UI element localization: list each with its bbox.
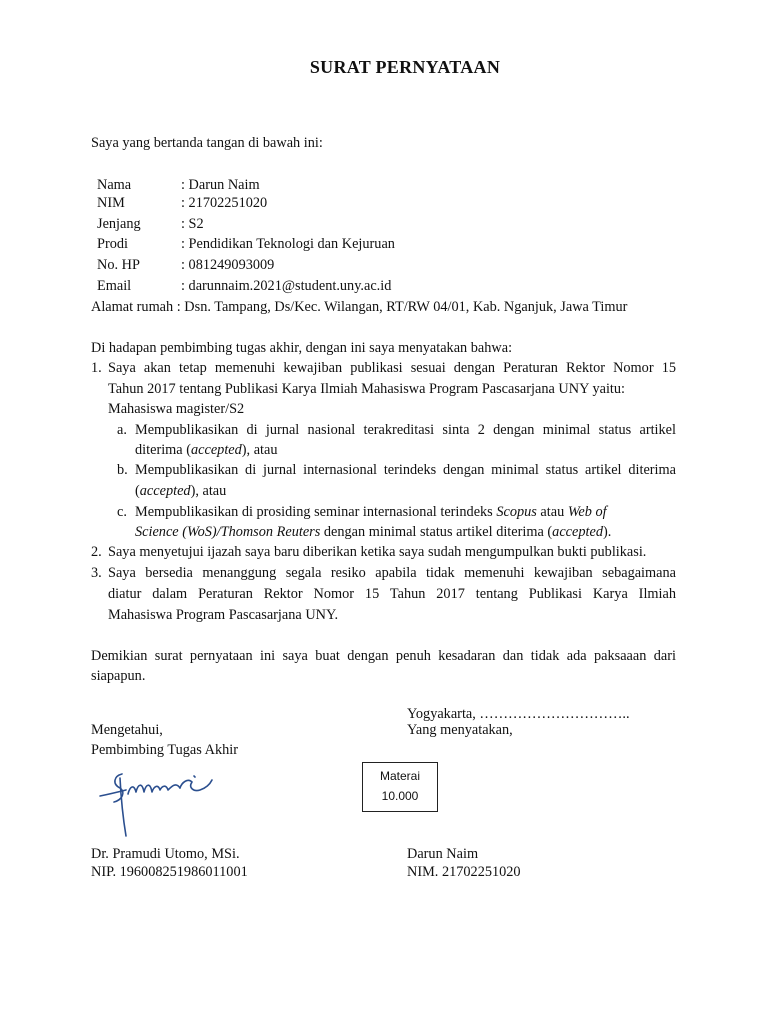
item-1b-line-1: Mempublikasikan di jurnal internasional terindeks dengan minimal status artikel diterima: [135, 462, 676, 478]
advisor-nip: NIP. 196008251986011001: [91, 864, 248, 880]
item-2-number: 2.: [91, 544, 102, 560]
identity-label-prodi: Prodi: [97, 236, 128, 252]
item-2-text: Saya menyetujui ijazah saya baru diberikan ketika saya sudah mengumpulkan bukti publikasi.: [108, 544, 647, 560]
left-sign-line-2: Pembimbing Tugas Akhir: [91, 742, 238, 758]
identity-label-email: Email: [97, 278, 132, 294]
item-1-line-3: Mahasiswa magister/S2: [108, 401, 245, 417]
identity-value-name: : Darun Naim: [181, 177, 260, 193]
place-date: Yogyakarta, …………………………..: [407, 706, 630, 722]
identity-label-nim: NIM: [97, 195, 125, 211]
item-1a-line-2: diterima (accepted), atau: [135, 442, 278, 458]
materai-stamp-box: [362, 762, 438, 812]
address-line: Alamat rumah : Dsn. Tampang, Ds/Kec. Wilangan, RT/RW 04/01, Kab. Nganjuk, Jawa Timur: [91, 299, 628, 315]
item-1-line-2: Tahun 2017 tentang Publikasi Karya Ilmiah Mahasiswa Program Pascasarjana UNY yaitu:: [108, 381, 626, 397]
identity-value-hp: : 081249093009: [181, 257, 275, 273]
item-1a-number: a.: [117, 422, 127, 438]
identity-label-jenjang: Jenjang: [97, 216, 141, 232]
item-1c-line-2: Science (WoS)/Thomson Reuters dengan minimal status artikel diterima (accepted).: [135, 524, 612, 540]
statement-intro: Di hadapan pembimbing tugas akhir, dengan ini saya menyatakan bahwa:: [91, 340, 513, 356]
closing-line-1: Demikian surat pernyataan ini saya buat dengan penuh kesadaran dan tidak ada paksaaan dari: [91, 648, 676, 664]
intro-text: Saya yang bertanda tangan di bawah ini:: [91, 135, 323, 151]
left-sign-line-1: Mengetahui,: [91, 722, 163, 738]
item-3-line-1: Saya bersedia menanggung segala resiko apabila tidak memenuhi kewajiban sebagaimana: [108, 565, 676, 581]
advisor-signature-icon: [96, 768, 216, 840]
identity-label-name: Nama: [97, 177, 132, 193]
student-nim: NIM. 21702251020: [407, 864, 521, 880]
closing-line-2: siapapun.: [91, 668, 146, 684]
item-1a-line-1: Mempublikasikan di jurnal nasional terakreditasi sinta 2 dengan minimal status artikel: [135, 422, 676, 438]
identity-value-nim: : 21702251020: [181, 195, 268, 211]
stamp-line-1: Materai: [379, 769, 420, 783]
item-1-line-1: Saya akan tetap memenuhi kewajiban publikasi sesuai dengan Peraturan Rektor Nomor 15: [108, 360, 676, 376]
item-3-line-2: diatur dalam Peraturan Rektor Nomor 15 Tahun 2017 tentang Publikasi Karya Ilmiah: [108, 586, 676, 602]
item-1c-number: c.: [117, 504, 127, 520]
item-1b-number: b.: [117, 462, 128, 478]
right-sign-line-1: Yang menyatakan,: [407, 722, 513, 738]
item-1c-line-1: Mempublikasikan di prosiding seminar internasional terindeks Scopus atau Web of: [135, 504, 607, 520]
identity-label-hp: No. HP: [97, 257, 140, 273]
identity-value-prodi: : Pendidikan Teknologi dan Kejuruan: [181, 236, 395, 252]
item-1-number: 1.: [91, 360, 102, 376]
item-3-line-3: Mahasiswa Program Pascasarjana UNY.: [108, 607, 339, 623]
stamp-line-2: 10.000: [381, 789, 419, 803]
identity-value-email: : darunnaim.2021@student.uny.ac.id: [181, 278, 392, 294]
item-1b-line-2: (accepted), atau: [135, 483, 227, 499]
student-name: Darun Naim: [407, 846, 479, 862]
advisor-name: Dr. Pramudi Utomo, MSi.: [91, 846, 240, 862]
document-title: SURAT PERNYATAAN: [309, 57, 501, 77]
item-3-number: 3.: [91, 565, 102, 581]
identity-value-jenjang: : S2: [181, 216, 204, 232]
